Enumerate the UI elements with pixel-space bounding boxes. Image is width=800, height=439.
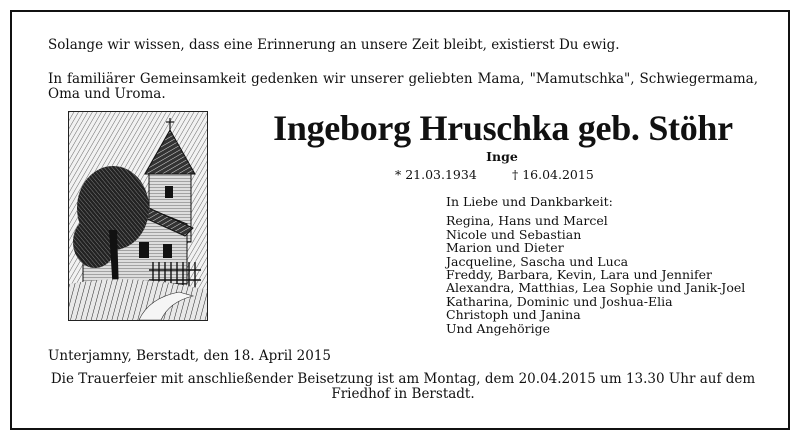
funeral-info: Die Trauerfeier mit anschließender Beisetzung ist am Montag, dem 20.04.2015 um 13.30 Uhr auf dem Friedhof in Berstadt. — [50, 371, 756, 402]
mourners-block — [446, 195, 796, 335]
list-item: Alexandra, Matthias, Lea Sophie und Janik-Joel — [446, 280, 746, 296]
mourners-list — [446, 214, 796, 335]
death-date: † 16.04.2015 — [512, 167, 594, 182]
intro-text: In familiärer Gemeinsamkeit gedenken wir unserer geliebten Mama, "Mamutschka", Schwiegermama, Oma und Uroma. — [48, 71, 758, 102]
deceased-name: Ingeborg Hruschka geb. Stöhr — [273, 108, 733, 148]
obituary-notice — [10, 10, 790, 430]
list-item: Regina, Hans und Marcel — [446, 213, 608, 229]
birth-date: * 21.03.1934 — [395, 167, 477, 182]
church-woodcut-icon — [68, 111, 208, 321]
place-date: Unterjamny, Berstadt, den 18. April 2015 — [48, 348, 332, 364]
list-item: Christoph und Janina — [446, 307, 581, 323]
mourners-heading: In Liebe und Dankbarkeit: — [446, 194, 613, 209]
list-item: Freddy, Barbara, Kevin, Lara und Jennifer — [446, 267, 713, 283]
list-item: Jacqueline, Sascha und Luca — [446, 253, 629, 269]
list-item: Marion und Dieter — [446, 240, 564, 256]
nickname: Inge — [486, 149, 518, 164]
list-item: Und Angehörige — [446, 320, 550, 336]
list-item: Katharina, Dominic und Joshua-Elia — [446, 293, 673, 309]
list-item: Nicole und Sebastian — [446, 226, 582, 242]
memorial-quote: Solange wir wissen, dass eine Erinnerung an unsere Zeit bleibt, existierst Du ewig. — [48, 37, 620, 53]
